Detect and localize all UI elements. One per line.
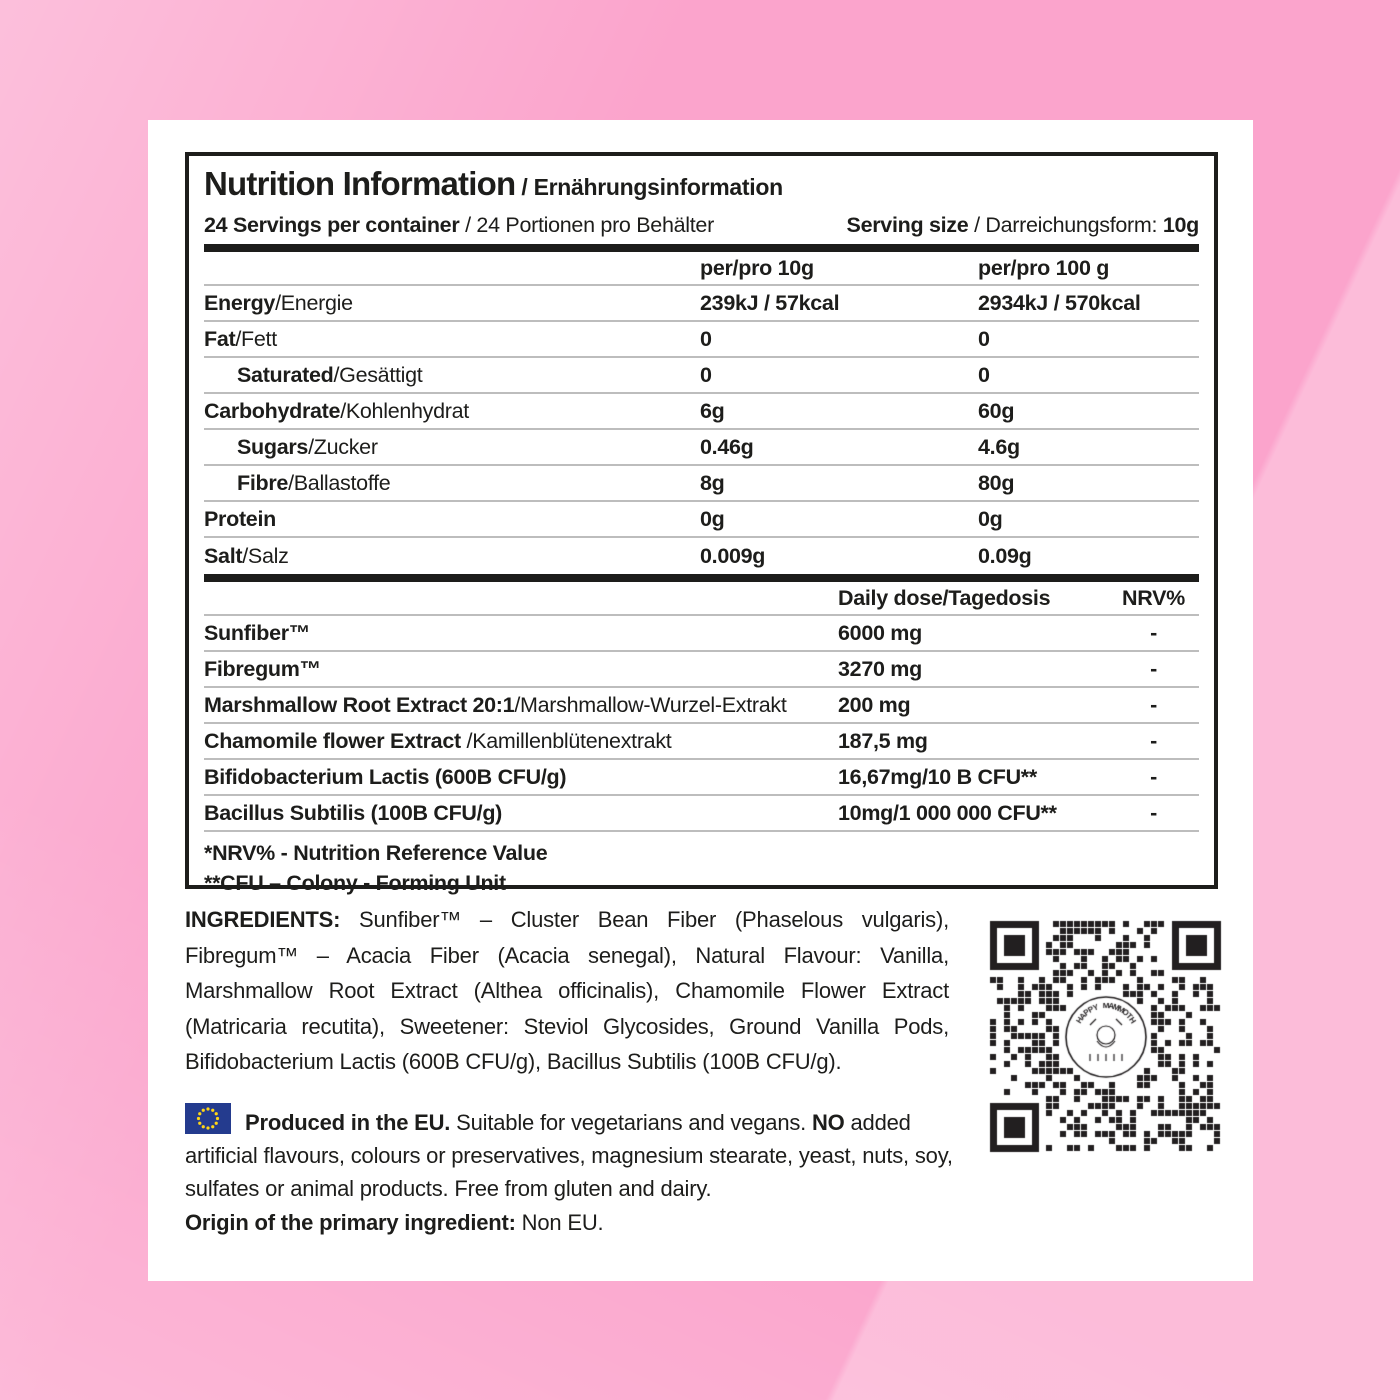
table-row: Carbohydrate/Kohlenhydrat 6g 60g [204,394,1199,430]
table-row: Saturated/Gesättigt 0 0 [204,358,1199,394]
table-row: Salt/Salz 0.009g 0.09g [204,543,1032,568]
divider-thick [204,244,1199,252]
nutrition-table [204,286,1199,574]
origin-line: Origin of the primary ingredient: Non EU. [185,1210,604,1235]
origin-block [185,1103,963,1239]
footnote-cfu: **CFU – Colony - Forming Unit [204,871,506,895]
servings-per-container: 24 Servings per container / 24 Portionen pro Behälter [204,213,714,237]
eu-flag-icon [185,1103,231,1134]
qr-code-canvas [987,918,1225,1156]
table-row: Sugars/Zucker 0.46g 4.6g [204,430,1199,466]
nutrition-table-header [204,252,1199,286]
table-row: Marshmallow Root Extract 20:1/Marshmallow-Wurzel-Extrakt 200 mg - [204,688,1199,724]
table-row: Fibregum™ 3270 mg - [204,652,1199,688]
table-row: Energy/Energie 239kJ / 57kcal 2934kJ / 570kcal [204,286,1199,322]
actives-table [204,616,1199,832]
column-per-10g: per/pro 10g [700,255,814,280]
ingredients-label: INGREDIENTS: [185,907,341,932]
title-german: / Ernährungsinformation [515,174,783,200]
ingredients-text: Sunfiber™ – Cluster Bean Fiber (Phaselous vulgaris), Fibregum™ – Acacia Fiber (Acacia senegal), Natural Flavour: Vanilla, Marshmallow Root Extract (Althea officinalis), Chamomile Flower Extract (Matricaria recutita), Sweetener: Steviol Glycosides, Ground Vanilla Pods, Bifidobacterium Lactis (600B CFU/g), Bacillus Subtilis (100B CFU/g). [185,907,949,1074]
servings-line [204,211,1199,239]
footnote-nrv: *NRV% - Nutrition Reference Value [204,841,548,865]
nutrition-panel [185,152,1218,895]
serving-size: Serving size / Darreichungsform: 10g [846,213,1199,237]
label-card [148,120,1253,1281]
qr-code [987,918,1225,1156]
column-nrv: NRV% [1122,585,1185,610]
table-row: Fat/Fett 0 0 [204,322,1199,358]
column-per-100g: per/pro 100 g [978,255,1110,280]
divider-thick [204,574,1199,582]
panel-title [204,164,1199,211]
column-daily-dose: Daily dose/Tagedosis [838,585,1051,610]
footnotes [204,832,1199,898]
table-row: Bacillus Subtilis (100B CFU/g) 10mg/1 000 000 CFU** - [204,796,1199,832]
table-row: Fibre/Ballastoffe 8g 80g [204,466,1199,502]
table-row: Protein 0g 0g [204,502,1199,538]
table-row: Bifidobacterium Lactis (600B CFU/g) 16,67mg/10 B CFU** - [204,760,1199,796]
table-row: Sunfiber™ 6000 mg - [204,616,1199,652]
actives-table-header [204,582,1199,616]
table-row: Chamomile flower Extract /Kamillenblütenextrakt 187,5 mg - [204,724,1199,760]
ingredients-paragraph [185,902,949,1080]
title-english: Nutrition Information [204,165,516,202]
produced-paragraph: Produced in the EU. Suitable for vegetarians and vegans. NO added artificial flavours, colours or preservatives, magnesium stearate, yeast, nuts, soy, sulfates or animal products. Free from gluten and dairy. [185,1103,963,1205]
